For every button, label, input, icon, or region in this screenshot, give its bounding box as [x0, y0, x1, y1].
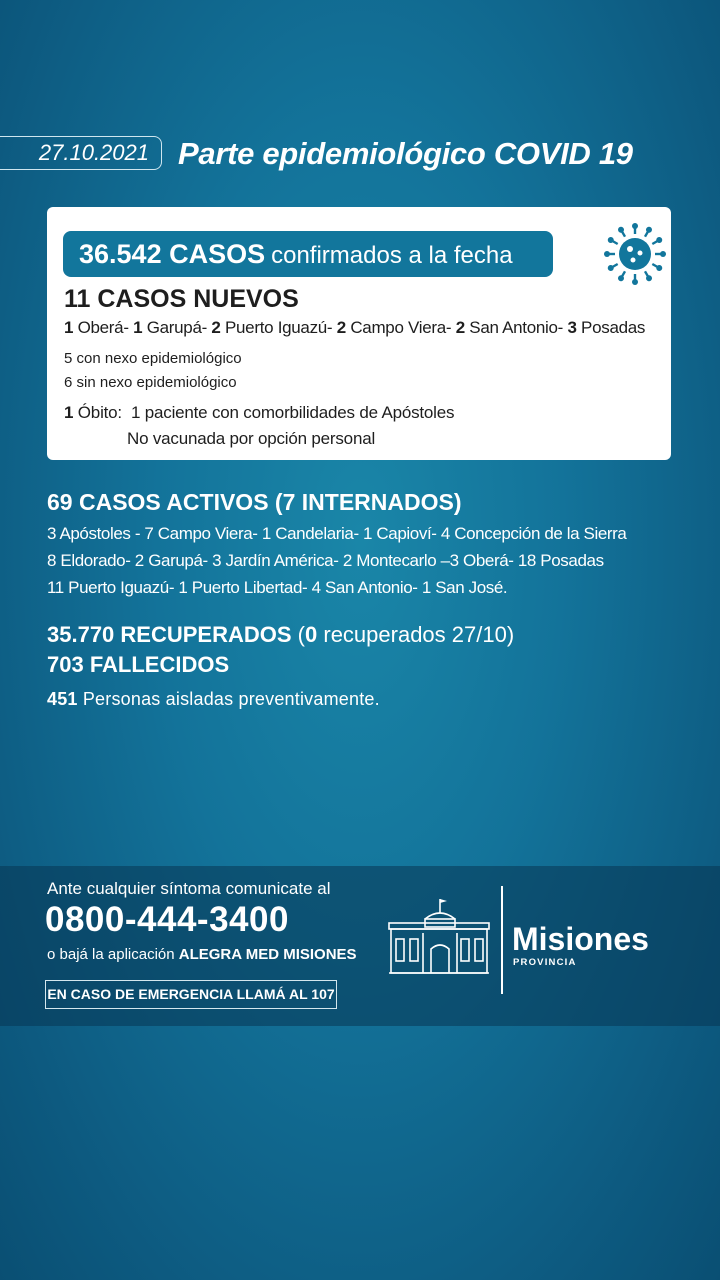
new-cases-by-city [64, 318, 645, 338]
brand-divider [501, 886, 503, 994]
death-detail: Óbito: 1 paciente con comorbilidades de Apóstoles [73, 403, 455, 422]
city-name: Posadas [576, 318, 646, 337]
city-name: Puerto Iguazú- [220, 318, 337, 337]
with-link-count: 5 con nexo epidemiológico [64, 350, 242, 367]
recovered-day-label: recuperados 27/10) [317, 622, 515, 647]
death-count: 1 [64, 403, 74, 422]
without-link-count: 6 sin nexo epidemiológico [64, 374, 237, 391]
total-cases-banner [63, 231, 553, 277]
contact-intro: Ante cualquier síntoma comunicate al [47, 879, 331, 898]
active-cases-line: 3 Apóstoles - 7 Campo Viera- 1 Candelaria- 1 Capioví- 4 Concepción de la Sierra [47, 524, 627, 543]
deaths-total: 703 FALLECIDOS [47, 652, 230, 677]
city-count: 1 [133, 318, 143, 337]
recovered-line [47, 622, 514, 648]
recovered-total: 35.770 RECUPERADOS [47, 622, 292, 647]
recovered-day-count: 0 [305, 622, 318, 647]
app-name: ALEGRA MED MISIONES [178, 946, 357, 963]
city-name: Campo Viera- [345, 318, 456, 337]
city-count: 3 [567, 318, 577, 337]
total-cases-label: confirmados a la fecha [271, 242, 513, 269]
city-count: 2 [455, 318, 465, 337]
app-line [47, 946, 357, 963]
death-line [64, 403, 454, 423]
emergency-box: EN CASO DE EMERGENCIA LLAMÁ AL 107 [45, 980, 337, 1009]
app-prefix: o bajá la aplicación [47, 946, 179, 963]
city-count: 1 [64, 318, 74, 337]
recovered-open: ( [291, 622, 305, 647]
brand-name: Misiones [512, 921, 649, 957]
isolated-line [47, 689, 380, 710]
city-name: San Antonio- [464, 318, 568, 337]
report-title: Parte epidemiológico COVID 19 [178, 136, 633, 171]
city-name: Garupá- [142, 318, 212, 337]
isolated-count: 451 [47, 689, 78, 709]
death-note: No vacunada por opción personal [127, 429, 376, 448]
city-count: 2 [211, 318, 221, 337]
hotline-number: 0800-444-3400 [45, 900, 289, 939]
header [0, 132, 720, 176]
active-cases-line: 8 Eldorado- 2 Garupá- 3 Jardín América- 2 Montecarlo –3 Oberá- 18 Posadas [47, 551, 604, 570]
brand-subtitle: PROVINCIA [513, 957, 577, 968]
government-building-icon [387, 897, 491, 977]
virus-icon [602, 221, 668, 287]
city-name: Oberá- [73, 318, 134, 337]
report-date: 27.10.2021 [0, 136, 162, 170]
isolated-label: Personas aisladas preventivamente. [77, 689, 380, 709]
city-count: 2 [336, 318, 346, 337]
active-cases-line: 11 Puerto Iguazú- 1 Puerto Libertad- 4 San Antonio- 1 San José. [47, 578, 508, 597]
total-cases: 36.542 CASOS [79, 239, 266, 269]
new-cases-title: 11 CASOS NUEVOS [64, 285, 299, 313]
active-cases-title: 69 CASOS ACTIVOS (7 INTERNADOS) [47, 489, 462, 515]
summary-card [47, 207, 671, 460]
